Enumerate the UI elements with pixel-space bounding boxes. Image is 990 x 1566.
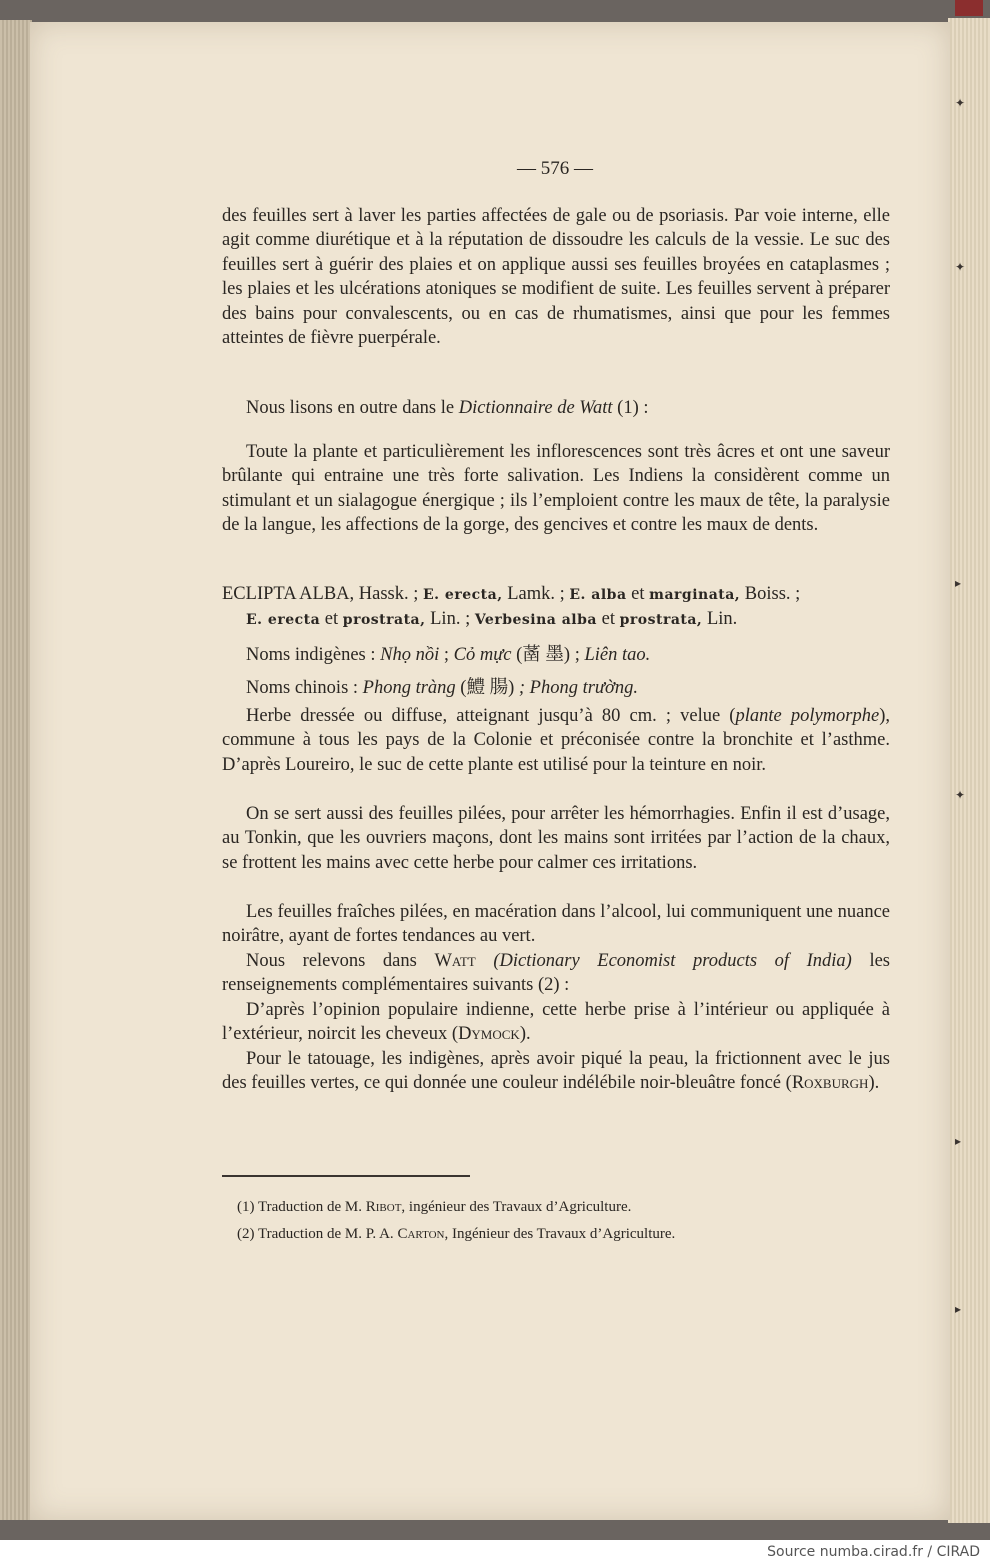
edge-mark-icon: ✦ — [955, 96, 966, 110]
tattoo-text: Pour le tatouage, les indigènes, après avoir piqué la peau, la frictionnent avec le jus des feuilles vertes, ce qui donnée une couleur indélébile noir-bleuâtre foncé ( — [222, 1049, 890, 1094]
synonym: prostrata, — [342, 612, 426, 628]
chinese-name: Phong tràng — [362, 678, 456, 698]
edge-mark-icon: ✦ — [955, 788, 966, 802]
left-page-edges — [0, 20, 32, 1520]
bookmark-ribbon — [955, 0, 983, 16]
footnote-1 — [237, 1199, 631, 1216]
species-heading-line2 — [246, 609, 737, 630]
footnote-text: (2) Traduction de M. P. A. — [237, 1226, 398, 1242]
conjunction: et — [596, 609, 620, 629]
tattoo-text: ). — [868, 1073, 880, 1094]
native-names-line — [246, 640, 650, 666]
description-text: ), commune à tous les pays de la Colonie et préconisée contre la bronchite et l’asthme. D’après Loureiro, le suc de cette plante est utilisé pour la teinture en noir. — [222, 706, 890, 775]
footnote-text: , Ingénieur des Travaux d’Agriculture. — [444, 1226, 676, 1242]
right-page-edges — [948, 18, 990, 1523]
description-paragraph — [222, 704, 890, 777]
synonym: Verbesina alba — [474, 612, 597, 628]
watt-intro-footnote-ref: (1) : — [612, 398, 649, 418]
description-italic: plante polymorphe — [735, 706, 880, 726]
species-author: Lin. ; — [425, 609, 475, 629]
footnote-divider — [222, 1175, 470, 1177]
conjunction: et — [320, 609, 343, 629]
species-heading-line1 — [222, 584, 800, 605]
opinion-paragraph — [222, 998, 890, 1047]
native-names-label: Noms indigènes : — [246, 645, 381, 665]
chinese-names-line — [246, 673, 638, 699]
edge-mark-icon: ▸ — [955, 576, 962, 590]
separator: ; — [439, 645, 454, 665]
author-name: Carton — [397, 1226, 445, 1242]
author-name: Watt — [434, 951, 476, 971]
synonym: marginata, — [649, 587, 741, 603]
watt-intro — [246, 398, 649, 419]
native-name: Cỏ mực — [453, 645, 512, 665]
author-name: Roxburgh — [791, 1073, 869, 1094]
description-text: Herbe dressée ou diffuse, atteignant jusqu’à 80 cm. ; velue ( — [246, 706, 736, 726]
chinese-characters: (鱧 腸) — [455, 678, 519, 698]
chinese-characters: (䓿 墨) ; — [511, 645, 585, 665]
watt-quote: Toute la plante et particulièrement les inflorescences sont très âcres et ont une saveur brûlante qui entraine une très forte salivation. Les Indiens la considèrent comme un stimulant et un sialagogue énergique ; ils l’emploient contre les maux de tête, la paralysie de la langue, les affections de la gorge, des gencives et contre les maux de dents. — [222, 442, 890, 536]
conjunction: et — [626, 584, 650, 604]
synonym: E. erecta, — [423, 587, 503, 603]
species-author: Lin. — [702, 609, 738, 629]
tattoo-paragraph — [222, 1047, 890, 1096]
alcohol-paragraph: Les feuilles fraîches pilées, en macération dans l’alcool, lui communiquent une nuance noirâtre, ayant de fortes tendances au vert. — [222, 902, 890, 947]
native-name: Nhọ nồi — [380, 645, 440, 665]
usage-paragraph: On se sert aussi des feuilles pilées, pour arrêter les hémorrhagies. Enfin il est d’usage, au Tonkin, que les ouvriers maçons, dont les mains sont irritées par l’action de la chaux, se frottent les mains avec cette herbe pour calmer ces irritations. — [222, 804, 890, 873]
intro-paragraph: des feuilles sert à laver les parties affectées de gale ou de psoriasis. Par voie interne, elle agit comme diurétique et à la réputation de dissoudre les calculs de la vessie. Le suc des feuilles sert à guérir des plaies et on applique aussi ses feuilles broyées en cataplasmes ; les plaies et les ulcérations atoniques se modifient de suite. Les feuilles servent à préparer des bains pour convalescents, ou en cas de rhumatismes, ainsi que pour les femmes atteintes de fièvre puerpérale. — [222, 206, 890, 349]
page-number: — 576 — — [517, 158, 593, 179]
watt-book-title: (Dictionary Economist products of India) — [475, 951, 852, 971]
species-author: Hassk. ; — [354, 584, 424, 604]
edge-mark-icon: ▸ — [955, 1134, 962, 1148]
watt-intro-text: Nous lisons en outre dans le — [246, 398, 459, 418]
author-name: Ribot — [365, 1199, 402, 1215]
author-name: Dymock — [458, 1024, 520, 1045]
watt-text: les renseignements complémentaires suivants (2) : — [222, 951, 890, 996]
watt-text: Nous relevons dans — [246, 951, 435, 971]
watt-paragraph — [222, 949, 890, 998]
native-name: Liên tao. — [584, 645, 651, 665]
chinese-name: ; Phong trường. — [518, 678, 639, 698]
watt-dictionary-title: Dictionnaire de Watt — [458, 398, 613, 418]
edge-mark-icon: ▸ — [955, 1302, 962, 1316]
footnote-text: , ingénieur des Travaux d’Agriculture. — [401, 1199, 632, 1215]
footnote-2 — [237, 1226, 675, 1243]
edge-mark-icon: ✦ — [955, 260, 966, 274]
species-author: Lamk. ; — [502, 584, 570, 604]
synonym: E. alba — [569, 587, 627, 603]
species-name: ECLIPTA ALBA, — [222, 584, 355, 604]
opinion-text: D’après l’opinion populaire indienne, cette herbe prise à l’intérieur ou appliquée à l’extérieur, noircit les cheveux ( — [222, 1000, 890, 1045]
footnote-text: (1) Traduction de M. — [237, 1199, 366, 1215]
synonym: E. erecta — [246, 612, 321, 628]
chinese-names-label: Noms chinois : — [246, 678, 363, 698]
source-credit: Source numba.cirad.fr / CIRAD — [767, 1544, 980, 1560]
species-author: Boiss. ; — [740, 584, 801, 604]
synonym: prostrata, — [619, 612, 703, 628]
opinion-text: ). — [519, 1024, 531, 1045]
